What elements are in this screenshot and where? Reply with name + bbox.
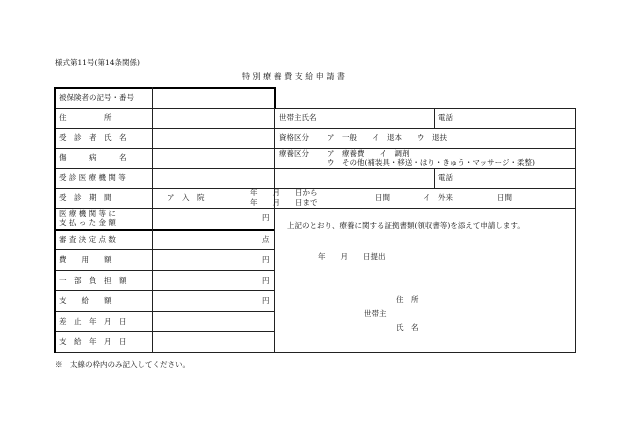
period-to: 年 月 日まで	[250, 198, 318, 207]
period-outpatient[interactable]: イ 外来	[423, 193, 453, 202]
label-paid-amount-2: 支 払 っ た 金 額	[59, 218, 116, 227]
label-qualification: 資格区分	[279, 133, 309, 142]
qualification-options[interactable]: ア 一般 イ 退本 ウ 退扶	[327, 133, 447, 142]
label-payment-amount: 支 給 額	[59, 296, 112, 305]
patient-name-field[interactable]	[153, 129, 273, 148]
label-patient-name: 受 診 者 氏 名	[59, 133, 127, 142]
declaration-statement: 上記のとおり、療養に関する証拠書類(領収書等)を添えて申請します。	[287, 221, 525, 230]
label-deduction-date: 差 止 年 月 日	[59, 317, 127, 326]
address-field[interactable]	[153, 109, 273, 128]
footnote: ※ 太線の枠内のみ記入してください。	[55, 360, 190, 369]
label-review-points: 審 査 決 定 点 数	[59, 235, 116, 244]
period-days-1: 日間	[375, 193, 390, 202]
unit-points: 点	[262, 235, 270, 244]
label-phone-1: 電話	[438, 113, 453, 122]
label-householder-name: 世帯主氏名	[279, 113, 317, 122]
label-period: 受 診 期 間	[59, 193, 112, 202]
label-institution: 受 診 医 療 機 関 等	[59, 173, 126, 182]
label-phone-2: 電話	[438, 173, 453, 182]
institution-field[interactable]	[153, 169, 273, 188]
page-title: 特 別 療 養 費 支 給 申 請 書	[242, 72, 345, 81]
label-paid-amount-1: 医 療 機 関 等 に	[59, 209, 116, 218]
period-days-2: 日間	[497, 193, 512, 202]
declaration-householder: 世帯主	[364, 309, 387, 318]
disease-name-field[interactable]	[153, 149, 273, 168]
label-cost: 費 用 額	[59, 255, 112, 264]
declaration-name: 氏 名	[396, 323, 419, 332]
label-disease-name: 傷 病 名	[59, 153, 127, 162]
label-address: 住 所	[59, 113, 112, 122]
unit-yen-paid: 円	[262, 213, 270, 222]
care-options-2[interactable]: ウ その他(補装具・移送・はり・きゅう・マッサージ・柔整)	[327, 158, 535, 167]
label-copay: 一 部 負 担 額	[59, 276, 127, 285]
unit-yen-payment: 円	[262, 296, 270, 305]
period-inpatient[interactable]: ア 入 院	[167, 193, 205, 202]
declaration-address: 住 所	[396, 295, 419, 304]
form-number: 様式第11号(第14条関係)	[55, 58, 140, 67]
unit-yen-copay: 円	[262, 276, 270, 285]
insured-id-field[interactable]	[153, 89, 273, 108]
care-options-1[interactable]: ア 療養費 イ 調剤	[327, 149, 410, 158]
label-insured-id: 被保険者の記号・番号	[59, 93, 134, 102]
label-payment-date: 支 給 年 月 日	[59, 337, 127, 346]
period-from: 年 月 日から	[250, 188, 318, 197]
label-care-category: 療養区分	[279, 149, 309, 158]
unit-yen-cost: 円	[262, 255, 270, 264]
declaration-date: 年 月 日提出	[318, 252, 386, 261]
